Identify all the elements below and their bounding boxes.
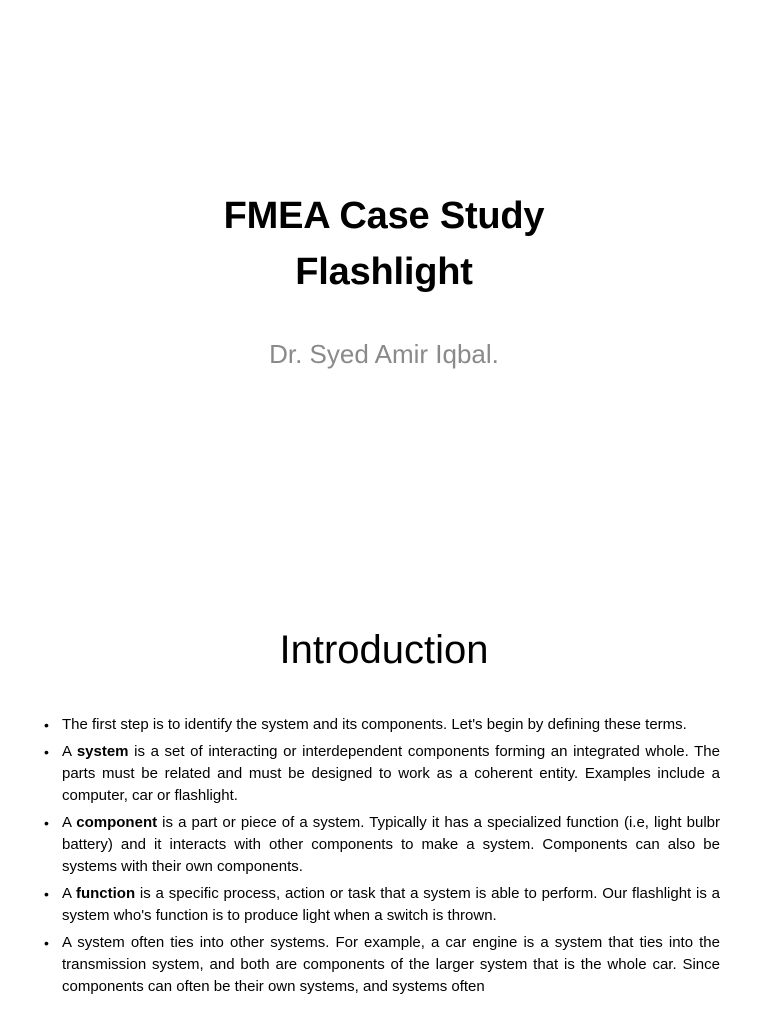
bullet-text: is a set of interacting or interdependent components forming an integrated whole. The parts must be related and must be designed to work as a coherent entity. Examples include a computer, car or flashlight. — [62, 743, 720, 804]
bullet-term: function — [75, 885, 136, 902]
author-subtitle: Dr. Syed Amir Iqbal. — [269, 339, 499, 369]
bullet-item — [44, 883, 720, 927]
bullet-list — [44, 714, 720, 1003]
intro-heading: Introduction — [279, 628, 489, 672]
title-line-2: Flashlight — [295, 251, 473, 293]
bullet-term: component — [76, 814, 158, 831]
bullet-item — [44, 714, 720, 736]
bullet-icon: • — [44, 886, 49, 902]
bullet-text: The first step is to identify the system and its components. Let's begin by defining these terms. — [62, 716, 687, 733]
bullet-item — [44, 741, 720, 807]
introduction-slide — [0, 576, 768, 1024]
bullet-icon: • — [44, 935, 49, 951]
bullet-term: system — [76, 743, 129, 760]
bullet-item — [44, 932, 720, 998]
bullet-text: is a specific process, action or task that a system is able to perform. Our flashlight is a system who's function is to produce light when a switch is thrown. — [62, 885, 720, 924]
bullet-text: A — [62, 885, 76, 902]
bullet-item — [44, 812, 720, 878]
title-line-1: FMEA Case Study — [223, 195, 545, 237]
slide-title — [0, 188, 768, 300]
bullet-icon: • — [44, 717, 49, 733]
bullet-text: A — [62, 814, 77, 831]
bullet-icon: • — [44, 815, 49, 831]
bullet-text: A system often ties into other systems. For example, a car engine is a system that ties into the transmission system, and both are components of the larger system that is the whole car. Since components can often be their own systems, and systems often — [62, 934, 720, 995]
bullet-text: A — [62, 743, 77, 760]
bullet-text: is a part or piece of a system. Typically it has a specialized function (i.e, light bulbr battery) and it interacts with other components to make a system. Components can also be systems with their own components. — [62, 814, 720, 875]
bullet-icon: • — [44, 744, 49, 760]
